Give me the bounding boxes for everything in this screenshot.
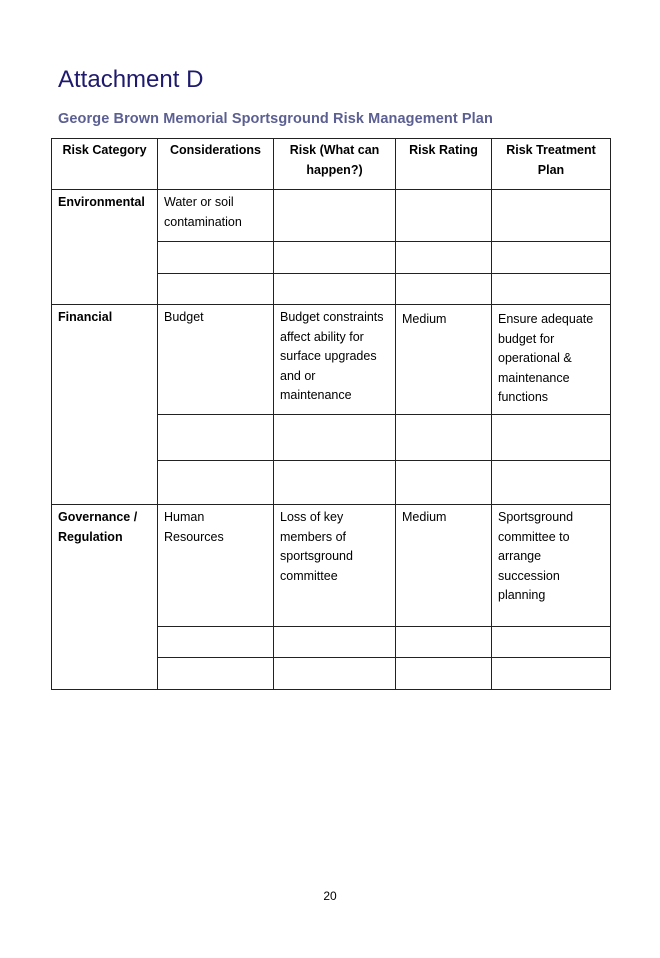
treatment-cell — [492, 242, 611, 274]
risk-cell — [274, 415, 396, 461]
considerations-cell — [158, 461, 274, 505]
considerations-cell: Human Resources — [158, 505, 274, 627]
risk-cell: Budget constraints affect ability for surface upgrades and or maintenance — [274, 305, 396, 415]
header-risk-treatment-plan: Risk Treatment Plan — [492, 139, 611, 190]
risk-cell — [274, 627, 396, 658]
rating-cell — [396, 658, 492, 690]
rating-cell — [396, 190, 492, 242]
risk-cell — [274, 461, 396, 505]
rating-cell: Medium — [396, 305, 492, 415]
considerations-cell — [158, 274, 274, 305]
header-risk: Risk (What can happen?) — [274, 139, 396, 190]
table-header-row — [52, 139, 611, 190]
category-cell: Environmental — [52, 190, 158, 305]
page-title: Attachment D — [58, 66, 204, 93]
risk-cell — [274, 274, 396, 305]
treatment-cell — [492, 627, 611, 658]
treatment-cell — [492, 274, 611, 305]
rating-cell — [396, 274, 492, 305]
table-row — [52, 505, 611, 627]
rating-cell — [396, 415, 492, 461]
header-risk-rating: Risk Rating — [396, 139, 492, 190]
treatment-cell: Sportsground committee to arrange succession planning — [492, 505, 611, 627]
header-risk-category: Risk Category — [52, 139, 158, 190]
rating-cell — [396, 461, 492, 505]
risk-cell — [274, 242, 396, 274]
considerations-cell — [158, 627, 274, 658]
risk-cell: Loss of key members of sportsground committee — [274, 505, 396, 627]
table-row — [52, 305, 611, 415]
risk-cell — [274, 658, 396, 690]
considerations-cell — [158, 658, 274, 690]
considerations-cell: Budget — [158, 305, 274, 415]
table-row — [52, 190, 611, 242]
treatment-cell: Ensure adequate budget for operational & maintenance functions — [492, 305, 611, 415]
risk-management-table — [51, 138, 611, 690]
rating-cell — [396, 242, 492, 274]
rating-cell — [396, 627, 492, 658]
treatment-cell — [492, 190, 611, 242]
category-cell: Financial — [52, 305, 158, 505]
treatment-cell — [492, 658, 611, 690]
page-number: 20 — [323, 889, 337, 903]
considerations-cell — [158, 415, 274, 461]
considerations-cell — [158, 242, 274, 274]
rating-cell: Medium — [396, 505, 492, 627]
category-cell: Governance / Regulation — [52, 505, 158, 690]
treatment-cell — [492, 461, 611, 505]
considerations-cell: Water or soil contamination — [158, 190, 274, 242]
risk-cell — [274, 190, 396, 242]
treatment-cell — [492, 415, 611, 461]
header-considerations: Considerations — [158, 139, 274, 190]
plan-subtitle: George Brown Memorial Sportsground Risk Management Plan — [58, 111, 493, 127]
